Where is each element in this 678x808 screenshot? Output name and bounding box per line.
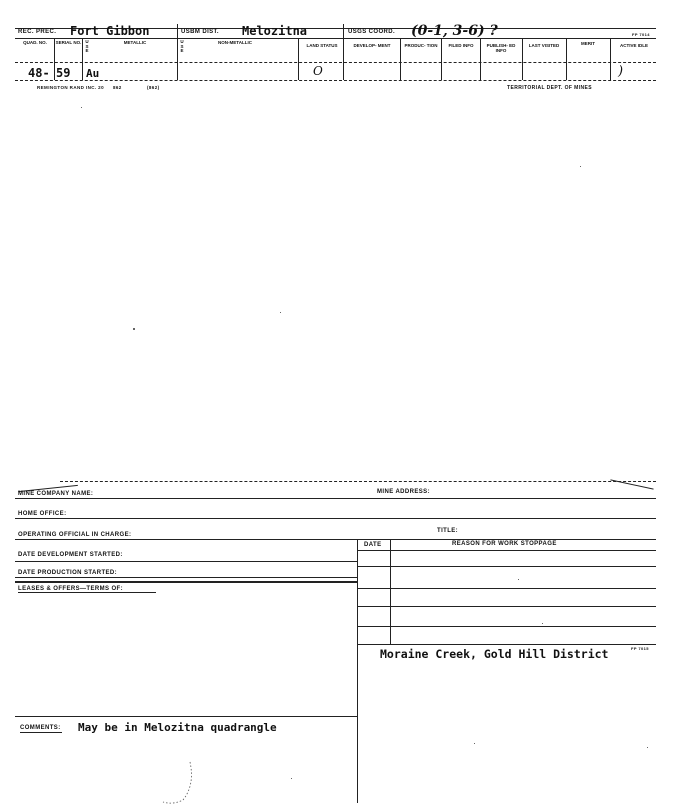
col-land-status: LAND STATUS <box>306 43 338 48</box>
form-number-2: FP 7015 <box>631 646 649 651</box>
col-use-nonmetallic: U S E <box>180 39 184 54</box>
comments-label: COMMENTS: <box>20 725 61 731</box>
usbm-dist-label: USBM DIST. <box>181 29 220 35</box>
date-col-label: DATE <box>364 542 382 548</box>
col-production: PRODUC- TION <box>404 43 438 48</box>
reason-col-label: REASON FOR WORK STOPPAGE <box>452 541 557 547</box>
rec-prec-label: REC. PREC. <box>18 29 57 35</box>
col-serial-no: SERIAL NO. <box>55 40 82 45</box>
home-office-label: HOME OFFICE: <box>18 511 67 517</box>
mine-company-label: MINE COMPANY NAME: <box>18 491 94 497</box>
leases-offers-label: LEASES & OFFERS—TERMS OF: <box>18 586 124 592</box>
dev-started-label: DATE DEVELOPMENT STARTED: <box>18 552 123 558</box>
active-idle-mark: ) <box>618 64 624 79</box>
col-quad-no: QUAD. NO. <box>23 40 47 45</box>
print-code: 862 <box>113 85 122 90</box>
operating-official-label: OPERATING OFFICIAL IN CHARGE: <box>18 532 132 538</box>
serial-no-value: 59 <box>56 66 71 80</box>
col-nonmetallic: NON-METALLIC <box>218 40 252 45</box>
col-merit: MERIT <box>581 41 595 46</box>
territorial-dept: TERRITORIAL DEPT. OF MINES <box>507 85 592 91</box>
form-number: FP 7014 <box>632 32 650 37</box>
land-status-value: O <box>313 64 323 78</box>
col-metallic: METALLIC <box>123 40 147 45</box>
metallic-value: Au <box>86 67 100 80</box>
usgs-coord-value: (0-1, 3-6) ? <box>411 23 498 39</box>
usgs-coord-label: USGS COORD. <box>348 29 396 35</box>
print-code-paren: (862) <box>147 85 160 90</box>
title-label: TITLE: <box>437 528 459 534</box>
usbm-dist-value: Melozitna <box>242 24 308 38</box>
col-active-idle: ACTIVE IDLE <box>619 43 648 48</box>
prod-started-label: DATE PRODUCTION STARTED: <box>18 570 118 576</box>
printer-credit: REMINGTON RAND INC. 20 <box>37 85 104 90</box>
location-text: Moraine Creek, Gold Hill District <box>380 647 609 661</box>
col-use-metallic: U S E <box>85 39 89 54</box>
comments-value: May be in Melozitna quadrangle <box>78 721 277 734</box>
quad-no-value: 48- <box>28 66 50 80</box>
col-last-visited: LAST VISITED <box>528 43 560 48</box>
col-published-info: PUBLISH- ED INFO <box>486 43 516 53</box>
col-development: DEVELOP- MENT <box>353 43 391 48</box>
mine-address-label: MINE ADDRESS: <box>377 489 430 495</box>
rec-prec-value: Fort Gibbon <box>70 24 150 38</box>
pencil-arc-mark <box>145 760 205 805</box>
col-filed-info: FILED INFO <box>448 43 474 48</box>
